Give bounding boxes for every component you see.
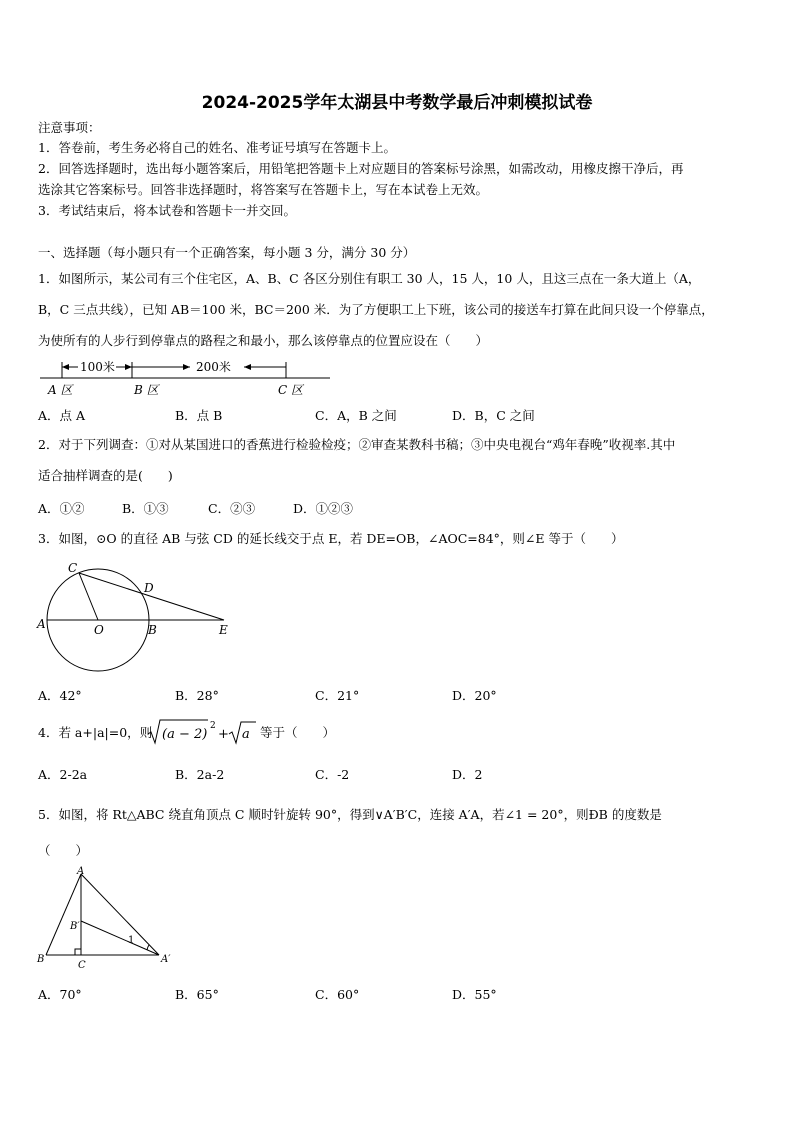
q5-point-a: A bbox=[77, 866, 85, 877]
q1-label-c: C 区 bbox=[278, 383, 303, 397]
q3-option-b[interactable]: B．28° bbox=[175, 688, 219, 703]
q4-option-d[interactable]: D．2 bbox=[452, 767, 483, 782]
q1-option-d[interactable]: D．B，C 之间 bbox=[452, 408, 535, 423]
q1-label-b: B 区 bbox=[134, 383, 159, 397]
q3-line: 3．如图，⊙O 的直径 AB 与弦 CD 的延长线交于点 E，若 DE=OB，∠AOC=84°，则∠E 等于（ ） bbox=[38, 531, 624, 546]
q1-option-c[interactable]: C．A，B 之间 bbox=[315, 408, 397, 423]
q1-options bbox=[38, 406, 760, 422]
q1-line: 为使所有的人步行到停靠点的路程之和最小，那么该停靠点的位置应设在（ ） bbox=[38, 333, 489, 348]
q5-option-b[interactable]: B．65° bbox=[175, 987, 219, 1002]
q4-prefix: 4．若 a+|a|=0，则 bbox=[38, 725, 153, 740]
q4-radicand-2: a bbox=[242, 727, 250, 742]
q3-option-c[interactable]: C．21° bbox=[315, 688, 360, 703]
q3-point-b: B bbox=[148, 623, 157, 637]
q2-option-a[interactable]: A．①② bbox=[38, 501, 85, 516]
q5-line: 5．如图，将 Rt△ABC 绕直角顶点 C 顺时针旋转 90°，得到∨A′B′C，连接 A′A，若∠1 = 20°，则ÐB 的度数是 bbox=[38, 807, 662, 822]
notice-item: 选涂其它答案标号。回答非选择题时，将答案写在答题卡上，写在本试卷上无效。 bbox=[38, 182, 489, 197]
notice-item: 3．考试结束后，将本试卷和答题卡一并交回。 bbox=[38, 203, 296, 218]
q5-options bbox=[38, 985, 760, 1001]
q3-options bbox=[38, 686, 760, 702]
q2-option-c[interactable]: C．②③ bbox=[208, 501, 256, 516]
q4-radicand-1: (a − 2) bbox=[162, 727, 208, 742]
notice-item: 2．回答选择题时，选出每小题答案后，用铅笔把答题卡上对应题目的答案标号涂黑，如需改动，用橡皮擦干净后，再 bbox=[38, 161, 684, 176]
q2-line: 适合抽样调查的是( ) bbox=[38, 468, 173, 483]
q4-radical-expression bbox=[146, 718, 258, 746]
q5-triangle-figure bbox=[34, 866, 184, 974]
q5-option-d[interactable]: D．55° bbox=[452, 987, 497, 1002]
q1-line: B，C 三点共线），已知 AB＝100 米，BC＝200 米．为了方便职工上下班，该公司的接送车打算在此间只设一个停靠点， bbox=[38, 302, 714, 317]
q5-point-a-prime: A′ bbox=[161, 954, 171, 965]
q4-suffix: 等于（ ） bbox=[260, 725, 336, 740]
q4-option-c[interactable]: C．-2 bbox=[315, 767, 350, 782]
q5-paren: （ ） bbox=[38, 843, 89, 858]
q3-point-d: D bbox=[144, 581, 154, 595]
q3-point-e: E bbox=[219, 623, 228, 637]
q5-point-b: B bbox=[37, 954, 45, 965]
q2-options bbox=[38, 499, 760, 515]
q4-options bbox=[38, 765, 760, 781]
q3-point-o: O bbox=[94, 623, 104, 637]
notice-item: 1．答卷前，考生务必将自己的姓名、准考证号填写在答题卡上。 bbox=[38, 140, 396, 155]
page-title: 2024-2025学年太湖县中考数学最后冲刺模拟试卷 bbox=[201, 93, 593, 113]
q5-option-a[interactable]: A．70° bbox=[38, 987, 82, 1002]
q3-point-a: A bbox=[37, 617, 46, 631]
q3-circle-figure bbox=[34, 560, 244, 675]
q4-exponent: 2 bbox=[210, 721, 216, 731]
q1-distance-ab: 100米 bbox=[80, 360, 115, 374]
q5-point-c: C bbox=[78, 960, 86, 971]
q2-line: 2．对于下列调查：①对从某国进口的香蕉进行检验检疫；②审查某教科书稿；③中央电视台“鸡年春晚”收视率.其中 bbox=[38, 437, 676, 452]
q2-option-b[interactable]: B．①③ bbox=[122, 501, 169, 516]
q4-plus: + bbox=[218, 727, 229, 742]
q5-angle-1: 1 bbox=[128, 935, 135, 946]
section-heading: 一、选择题（每小题只有一个正确答案，每小题 3 分，满分 30 分） bbox=[38, 245, 416, 260]
notice-heading: 注意事项： bbox=[38, 120, 101, 135]
q2-option-d[interactable]: D．①②③ bbox=[293, 501, 354, 516]
q4-option-a[interactable]: A．2-2a bbox=[38, 767, 88, 782]
q4-option-b[interactable]: B．2a-2 bbox=[175, 767, 225, 782]
q1-label-a: A 区 bbox=[48, 383, 73, 397]
q1-option-a[interactable]: A．点 A bbox=[38, 408, 86, 423]
q3-option-a[interactable]: A．42° bbox=[38, 688, 82, 703]
q1-line: 1．如图所示，某公司有三个住宅区，A、B、C 各区分别住有职工 30 人，15 人，10 人，且这三点在一条大道上（A， bbox=[38, 271, 701, 286]
q1-option-b[interactable]: B．点 B bbox=[175, 408, 223, 423]
q3-option-d[interactable]: D．20° bbox=[452, 688, 497, 703]
q1-distance-bc: 200米 bbox=[196, 360, 231, 374]
q3-point-c: C bbox=[68, 561, 78, 575]
q5-option-c[interactable]: C．60° bbox=[315, 987, 360, 1002]
q1-road-figure bbox=[38, 356, 338, 402]
q5-point-b-prime: B′ bbox=[70, 921, 80, 932]
